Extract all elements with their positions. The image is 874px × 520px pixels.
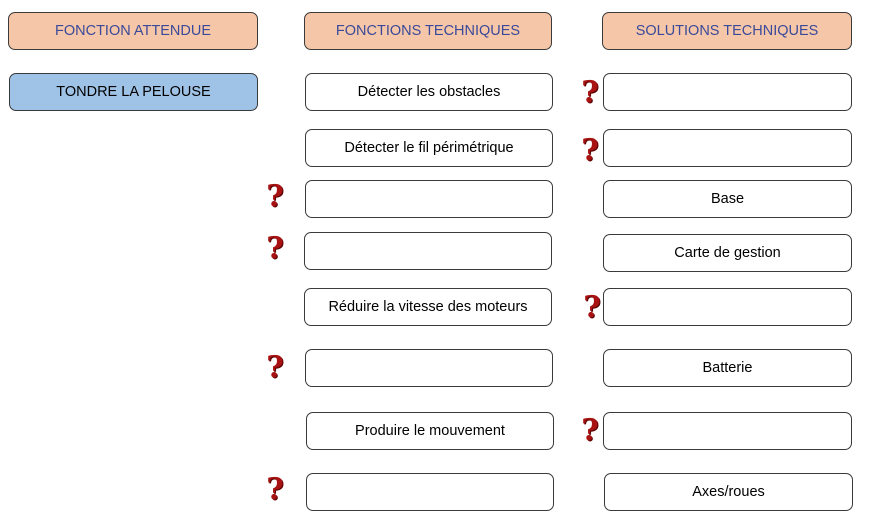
technical-function-box: Détecter les obstacles xyxy=(305,73,553,111)
technical-solution-box: Batterie xyxy=(603,349,852,387)
technical-function-box: Réduire la vitesse des moteurs xyxy=(304,288,552,326)
main-function-box: TONDRE LA PELOUSE xyxy=(9,73,258,111)
technical-solution-box: Base xyxy=(603,180,852,218)
question-mark-icon: ? xyxy=(583,290,601,325)
technical-function-box xyxy=(304,232,552,270)
header-fonctions-techniques: FONCTIONS TECHNIQUES xyxy=(304,12,552,50)
question-mark-icon: ? xyxy=(266,472,284,507)
question-mark-icon: ? xyxy=(266,231,284,266)
question-mark-icon: ? xyxy=(581,133,599,168)
technical-solution-box xyxy=(603,288,852,326)
technical-function-box xyxy=(305,349,553,387)
technical-function-box xyxy=(306,473,554,511)
question-mark-icon: ? xyxy=(581,413,599,448)
question-mark-icon: ? xyxy=(266,179,284,214)
question-mark-icon: ? xyxy=(266,350,284,385)
technical-solution-box xyxy=(603,129,852,167)
technical-function-box xyxy=(305,180,553,218)
technical-function-box: Détecter le fil périmétrique xyxy=(305,129,553,167)
technical-solution-box: Carte de gestion xyxy=(603,234,852,272)
technical-solution-box: Axes/roues xyxy=(604,473,853,511)
question-mark-icon: ? xyxy=(581,75,599,110)
technical-solution-box xyxy=(603,73,852,111)
header-fonction-attendue: FONCTION ATTENDUE xyxy=(8,12,258,50)
header-solutions-techniques: SOLUTIONS TECHNIQUES xyxy=(602,12,852,50)
technical-function-box: Produire le mouvement xyxy=(306,412,554,450)
technical-solution-box xyxy=(603,412,852,450)
